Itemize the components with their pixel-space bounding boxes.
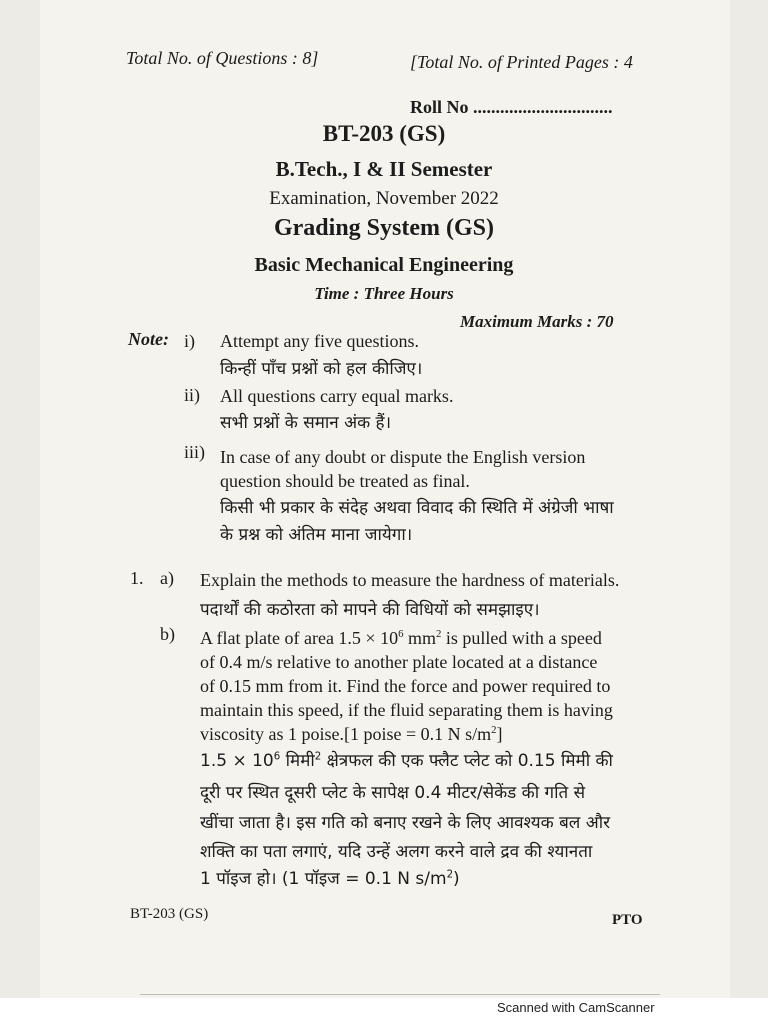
- question-1a-english: Explain the methods to measure the hardness of materials.: [200, 570, 620, 590]
- question-1b-hindi-line5: 1 पॉइज हो। (1 पॉइज = 0.1 N $s/m^2$): [200, 869, 460, 889]
- question-1b-hindi-line2: दूरी पर स्थित दूसरी प्लेट के सापेक्ष 0.4 मीटर/सेकेंड की गति से: [200, 783, 586, 803]
- note-2-number: ii): [184, 385, 200, 405]
- paper-code: BT-203 (GS): [322, 121, 446, 146]
- note-2-english: All questions carry equal marks.: [220, 386, 454, 406]
- question-1b-label: b): [160, 624, 175, 644]
- course-title: B.Tech., I & II Semester: [275, 157, 493, 181]
- page-edge-line: [140, 994, 660, 995]
- note-1-hindi: किन्हीं पाँच प्रश्नों को हल कीजिए।: [220, 359, 423, 379]
- note-1-number: i): [184, 331, 195, 351]
- question-1-number: 1.: [130, 568, 144, 588]
- question-1a-hindi: पदार्थों की कठोरता को मापने की विधियों को समझाइए।: [200, 600, 540, 620]
- note-1-english: Attempt any five questions.: [220, 331, 419, 351]
- grading-system: Grading System (GS): [273, 215, 494, 241]
- question-1b-english-line2: of 0.4 m/s relative to another plate located at a distance: [200, 652, 598, 672]
- roll-no: Roll No ...............................: [410, 97, 613, 117]
- footer-code: BT-203 (GS): [130, 906, 209, 922]
- exam-session: Examination, November 2022: [269, 188, 499, 209]
- note-3-hindi-line2: के प्रश्न को अंतिम माना जायेगा।: [220, 525, 413, 545]
- question-1b-hindi-line4: शक्ति का पता लगाएं, यदि उन्हें अलग करने वाले द्रव की श्यानता: [200, 842, 593, 862]
- question-1b-english-line1: A flat plate of area $1.5 \times 10^6$ $mm^2$ is pulled with a speed: [200, 628, 602, 648]
- note-3-hindi-line1: किसी भी प्रकार के संदेह अथवा विवाद की स्थिति में अंग्रेजी भाषा: [220, 498, 614, 518]
- subject-title: Basic Mechanical Engineering: [254, 254, 514, 276]
- max-marks: Maximum Marks : 70: [460, 312, 614, 331]
- question-1b-english-line3: of 0.15 mm from it. Find the force and power required to: [200, 676, 611, 696]
- camscanner-watermark: Scanned with CamScanner: [497, 1000, 655, 1015]
- question-1a-label: a): [160, 568, 174, 588]
- note-3-english-line1: In case of any doubt or dispute the English version: [220, 447, 586, 467]
- pto-label: PTO: [612, 912, 643, 928]
- time-allowed: Time : Three Hours: [314, 284, 454, 303]
- total-pages: [Total No. of Printed Pages : 4: [410, 52, 633, 72]
- question-1b-english-line4: maintain this speed, if the fluid separating them is having: [200, 700, 613, 720]
- question-1b-hindi-line1: $1.5 \times 10^6$ मिमी$^2$ क्षेत्रफल की एक फ्लैट प्लेट को 0.15 मिमी की: [200, 751, 613, 771]
- note-3-english-line2: question should be treated as final.: [220, 471, 470, 491]
- total-questions: Total No. of Questions : 8]: [126, 48, 319, 68]
- question-1b-hindi-line3: खींचा जाता है। इस गति को बनाए रखने के लिए आवश्यक बल और: [200, 813, 611, 833]
- note-3-number: iii): [184, 442, 205, 462]
- note-2-hindi: सभी प्रश्नों के समान अंक हैं।: [220, 413, 392, 433]
- question-1b-english-line5: viscosity as 1 poise.[1 poise = 0.1 N $s/m^2$]: [200, 724, 503, 744]
- note-label: Note:: [128, 329, 169, 349]
